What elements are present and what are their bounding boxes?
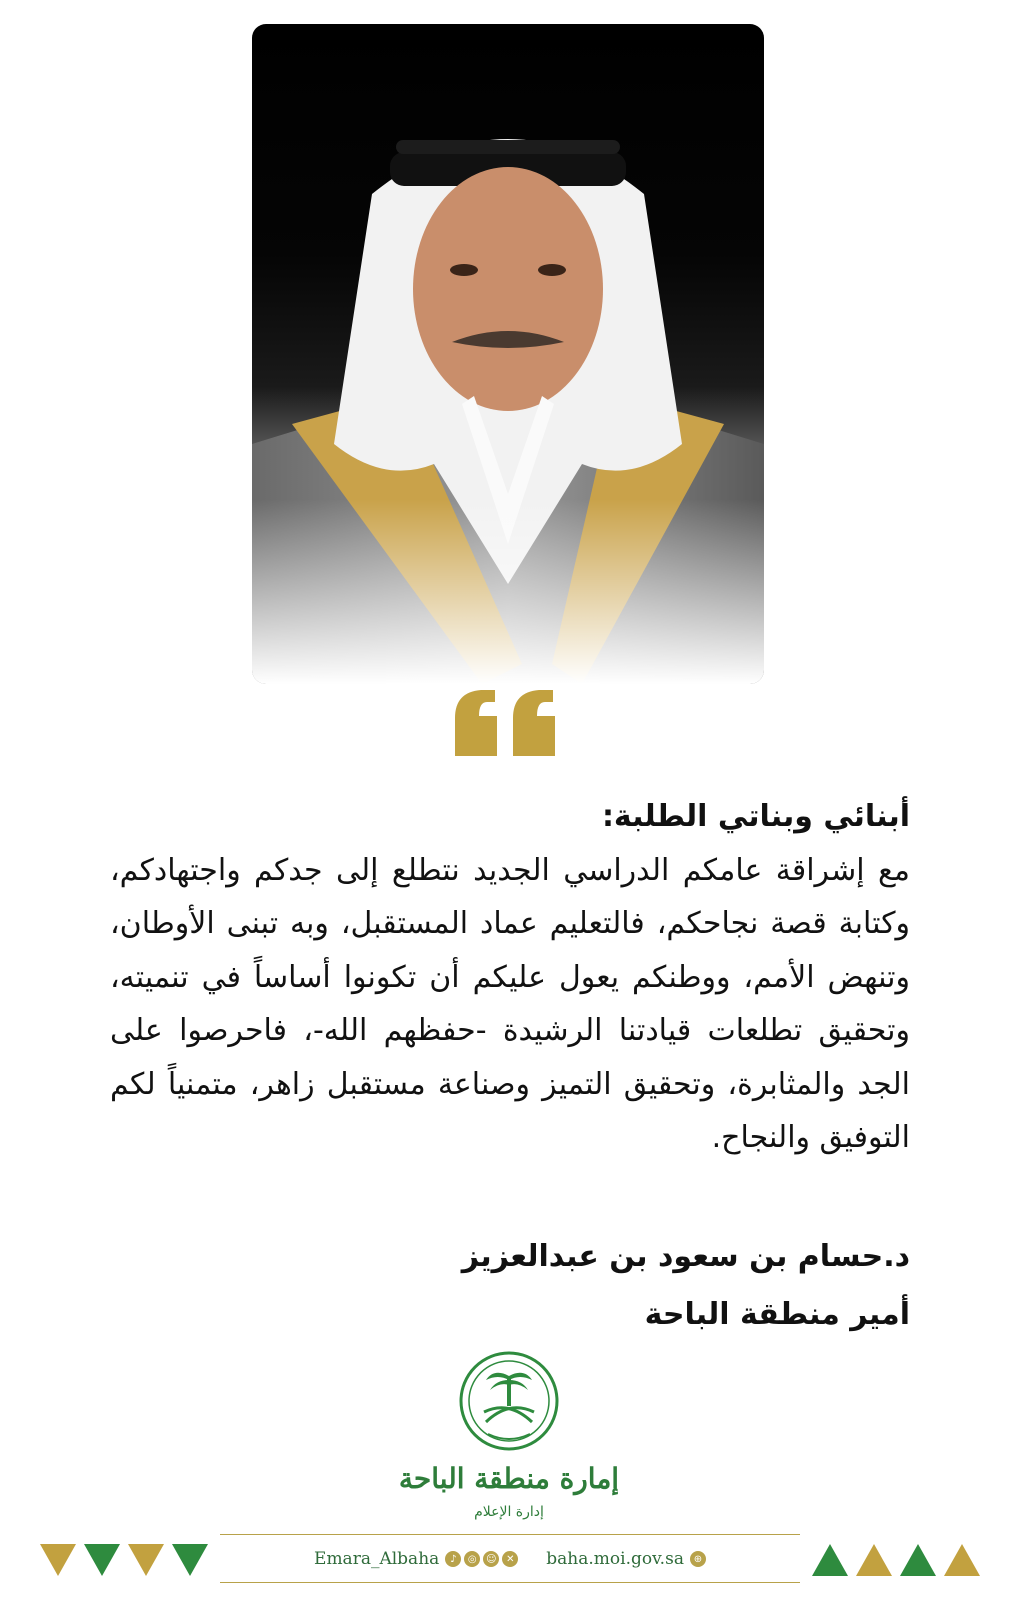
message-block: [110, 790, 910, 1165]
greeting: أبنائي وبناتي الطلبة:: [601, 799, 910, 834]
quote-icon: [455, 688, 557, 758]
signature-name: د.حسام بن سعود بن عبدالعزيز: [461, 1239, 910, 1274]
signature: [462, 1228, 910, 1344]
footer-contacts: [220, 1542, 800, 1576]
logo-department: إدارة الإعلام: [474, 1504, 544, 1520]
social-icons: [445, 1551, 518, 1567]
signature-title: أمير منطقة الباحة: [644, 1297, 910, 1332]
portrait-illustration: [252, 24, 764, 684]
triangles-left-decoration: [40, 1540, 208, 1580]
logo-name: إمارة منطقة الباحة: [398, 1462, 620, 1495]
footer-website[interactable]: [546, 1549, 706, 1569]
triangles-right-decoration: [812, 1540, 980, 1580]
footer-divider-top: [220, 1534, 800, 1535]
tiktok-icon[interactable]: ♪: [445, 1551, 461, 1567]
portrait-photo: [252, 24, 764, 684]
handle-text: Emara_Albaha: [314, 1549, 440, 1569]
x-icon[interactable]: ✕: [502, 1551, 518, 1567]
instagram-icon[interactable]: ◎: [464, 1551, 480, 1567]
footer-handle[interactable]: [314, 1549, 518, 1569]
message-body: مع إشراقة عامكم الدراسي الجديد نتطلع إلى جدكم واجتهادكم، وكتابة قصة نجاحكم، فالتعليم عماد المستقبل، وبه تبنى الأوطان، وتنهض الأمم، ووطنكم يعول عليكم أن تكونوا أساساً في تنميته، وتحقيق تطلعات قيادتنا الرشيدة -حفظهم الله-، فاحرصوا على الجد والمثابرة، وتحقيق التميز وصناعة مستقبل زاهر، متمنياً لكم التوفيق والنجاح.: [110, 852, 910, 1155]
website-text: baha.moi.gov.sa: [546, 1549, 684, 1569]
footer-divider-bottom: [220, 1582, 800, 1583]
emblem-icon: [458, 1350, 560, 1452]
globe-icon: ⊕: [690, 1551, 706, 1567]
snapchat-icon[interactable]: ☺: [483, 1551, 499, 1567]
